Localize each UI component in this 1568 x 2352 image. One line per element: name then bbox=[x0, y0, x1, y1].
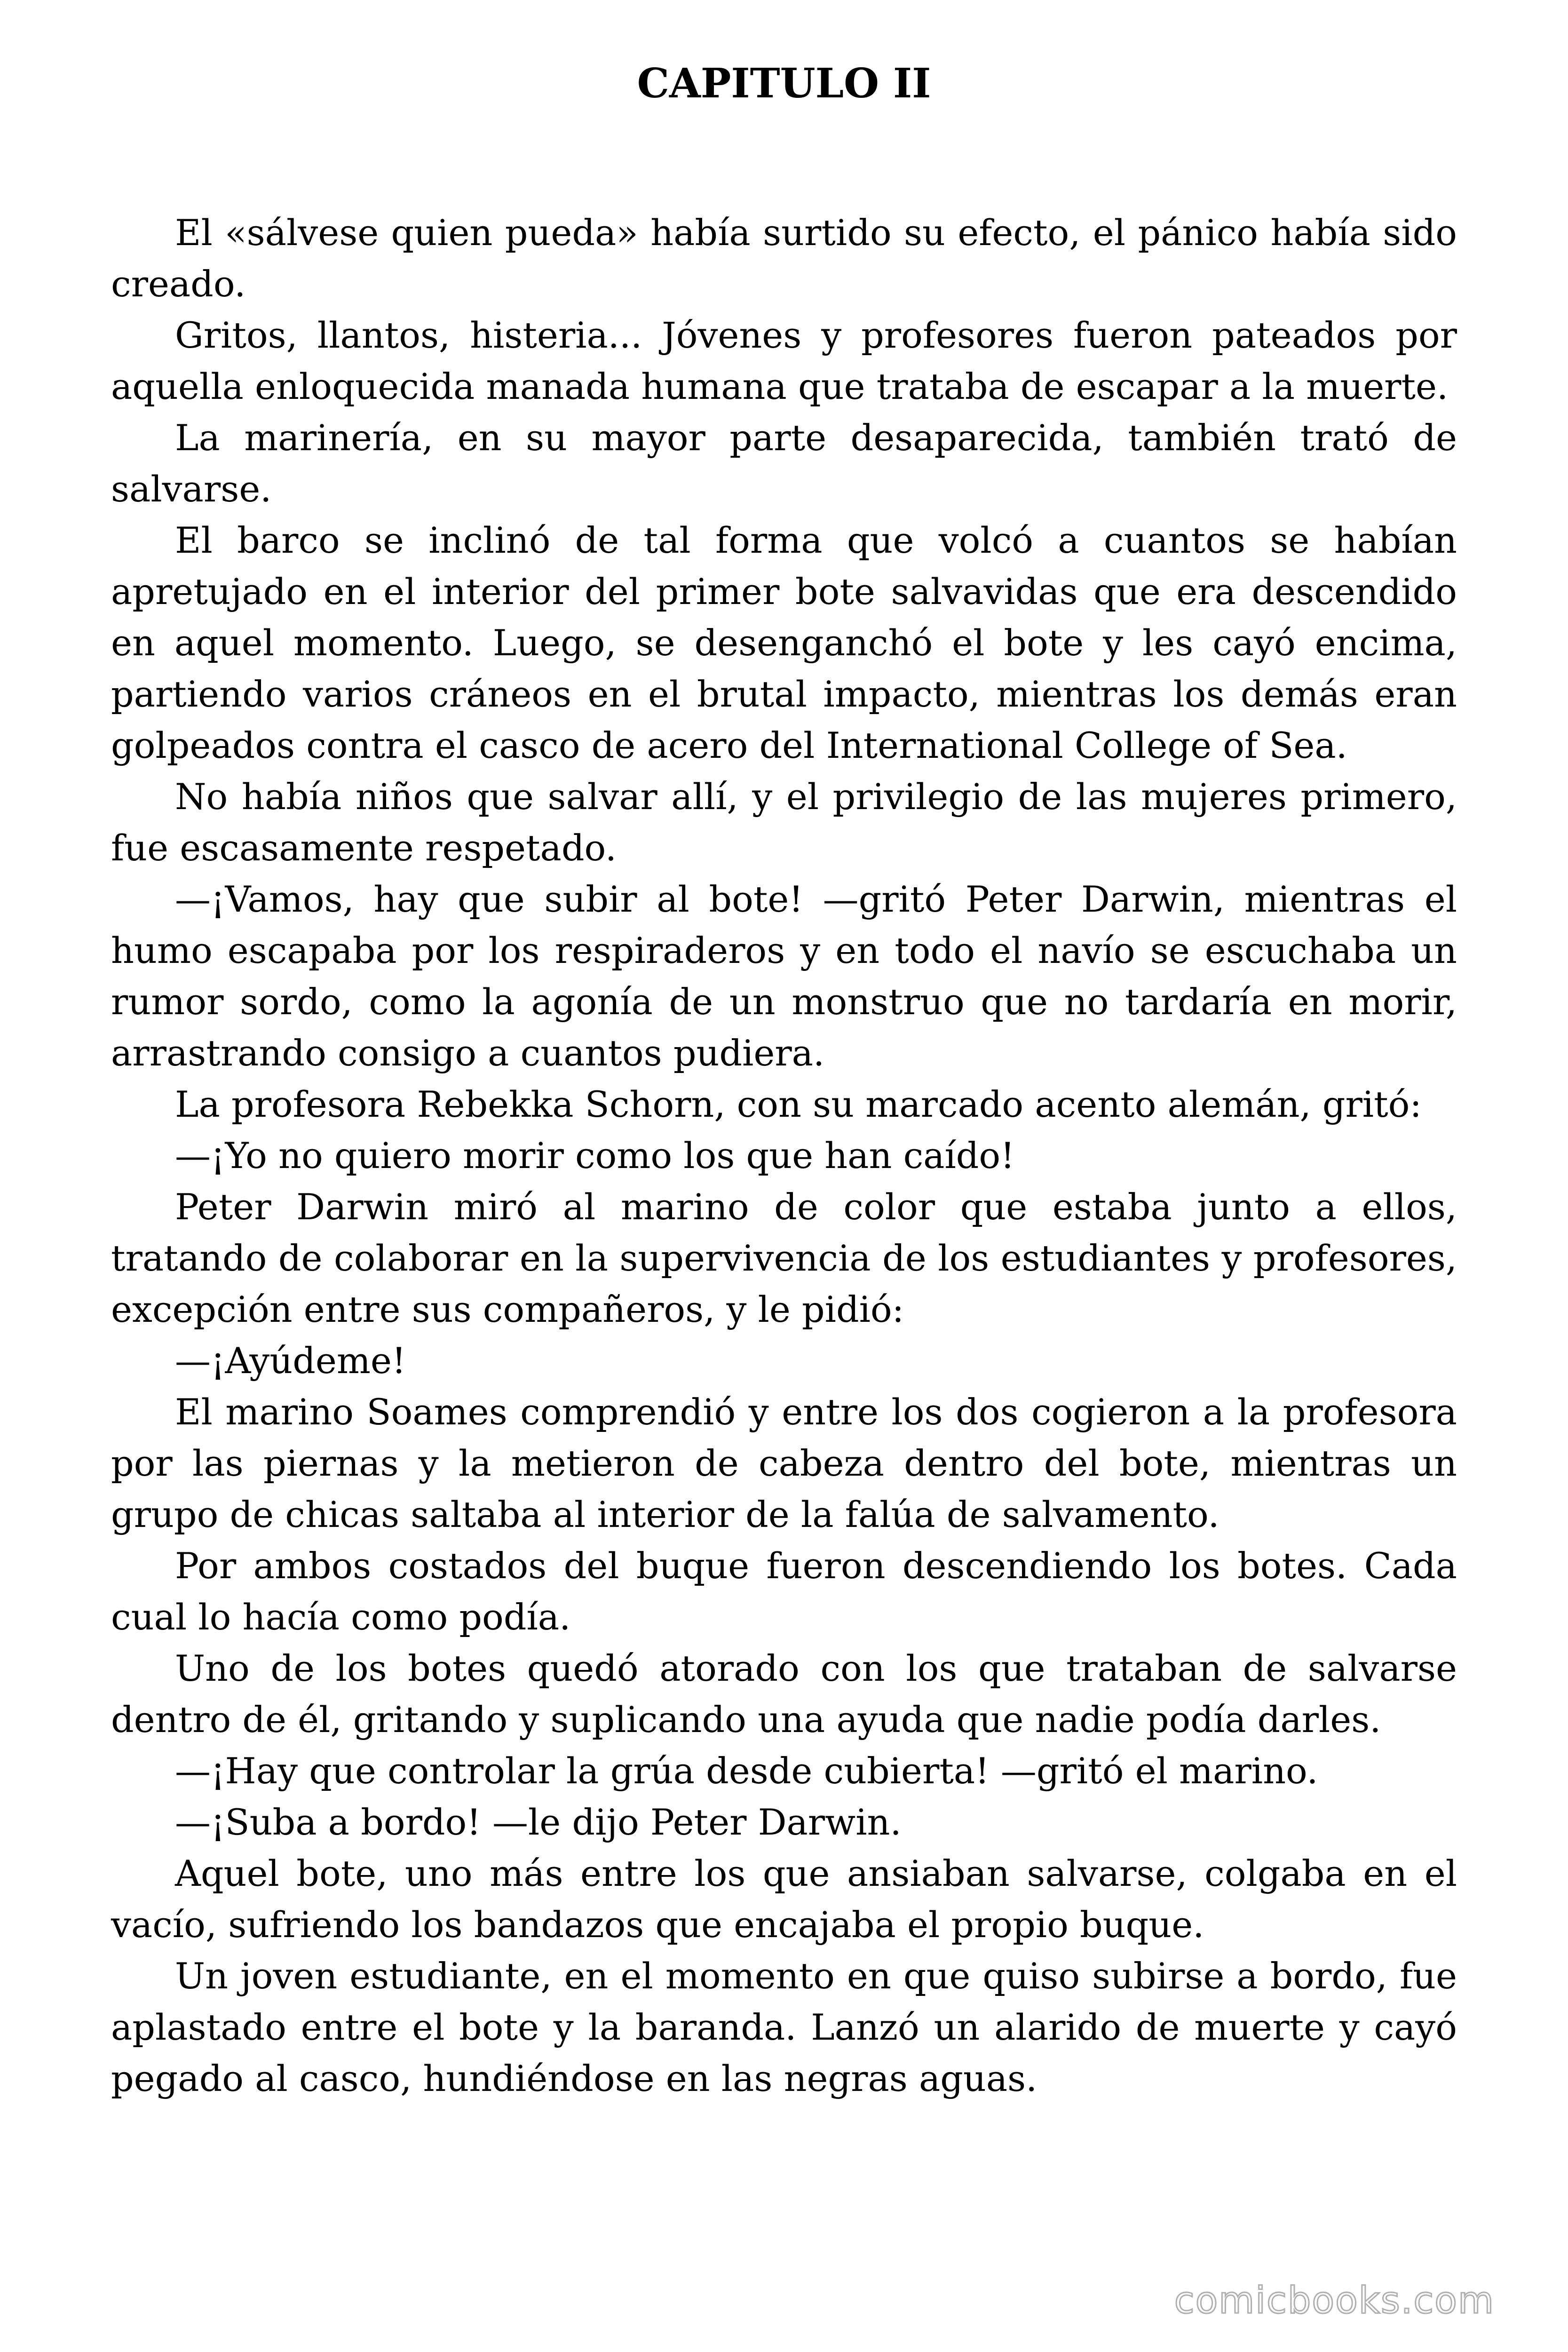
paragraph: El marino Soames comprendió y entre los dos cogieron a la profesora por las piernas y la metieron de cabeza dentro del bote, mientras un grupo de chicas saltaba al interior de la falúa de salvamento. bbox=[111, 1391, 1457, 1535]
dialogue-paragraph: —¡Suba a bordo! —le dijo Peter Darwin. bbox=[175, 1801, 902, 1843]
paragraph: La profesora Rebekka Schorn, con su marcado acento alemán, gritó: bbox=[175, 1083, 1422, 1125]
dialogue-paragraph: —¡Vamos, hay que subir al bote! —gritó Peter Darwin, mientras el humo escapaba por los respiraderos y en todo el navío se escuchaba un rumor sordo, como la agonía de un monstruo que no tardaría en morir, arrastrando consigo a cuantos pudiera. bbox=[111, 878, 1457, 1074]
dialogue-paragraph: —¡Hay que controlar la grúa desde cubierta! —gritó el marino. bbox=[175, 1750, 1318, 1792]
paragraph: La marinería, en su mayor parte desaparecida, también trató de salvarse. bbox=[111, 417, 1457, 510]
paragraph: Aquel bote, uno más entre los que ansiaban salvarse, colgaba en el vacío, sufriendo los bandazos que encajaba el propio buque. bbox=[111, 1852, 1457, 1946]
paragraph: Un joven estudiante, en el momento en que quiso subirse a bordo, fue aplastado entre el bote y la baranda. Lanzó un alarido de muerte y cayó pegado al casco, hundiéndose en las negras aguas. bbox=[111, 1955, 1457, 2099]
chapter-body bbox=[111, 207, 1457, 2104]
paragraph: Gritos, llantos, histeria... Jóvenes y profesores fueron pateados por aquella enloquecida manada humana que trataba de escapar a la muerte. bbox=[111, 314, 1457, 407]
paragraph: El «sálvese quien pueda» había surtido su efecto, el pánico había sido creado. bbox=[111, 212, 1457, 305]
watermark: comicbooks.com bbox=[1174, 2280, 1495, 2322]
paragraph: No había niños que salvar allí, y el privilegio de las mujeres primero, fue escasamente respetado. bbox=[111, 776, 1457, 869]
dialogue-paragraph: —¡Yo no quiero morir como los que han caído! bbox=[175, 1135, 1015, 1176]
paragraph: El barco se inclinó de tal forma que volcó a cuantos se habían apretujado en el interior del primer bote salvavidas que era descendido en aquel momento. Luego, se desenganchó el bote y les cayó encima, partiendo varios cráneos en el brutal impacto, mientras los demás eran golpeados contra el casco de acero del International College of Sea. bbox=[111, 519, 1457, 766]
paragraph: Uno de los botes quedó atorado con los que trataban de salvarse dentro de él, gritando y suplicando una ayuda que nadie podía darles. bbox=[111, 1647, 1457, 1740]
dialogue-paragraph: —¡Ayúdeme! bbox=[175, 1340, 406, 1382]
paragraph: Peter Darwin miró al marino de color que estaba junto a ellos, tratando de colaborar en la supervivencia de los estudiantes y profesores, excepción entre sus compañeros, y le pidió: bbox=[111, 1186, 1457, 1330]
paragraph: Por ambos costados del buque fueron descendiendo los botes. Cada cual lo hacía como podía. bbox=[111, 1545, 1457, 1638]
chapter-title: CAPITULO II bbox=[637, 60, 931, 107]
